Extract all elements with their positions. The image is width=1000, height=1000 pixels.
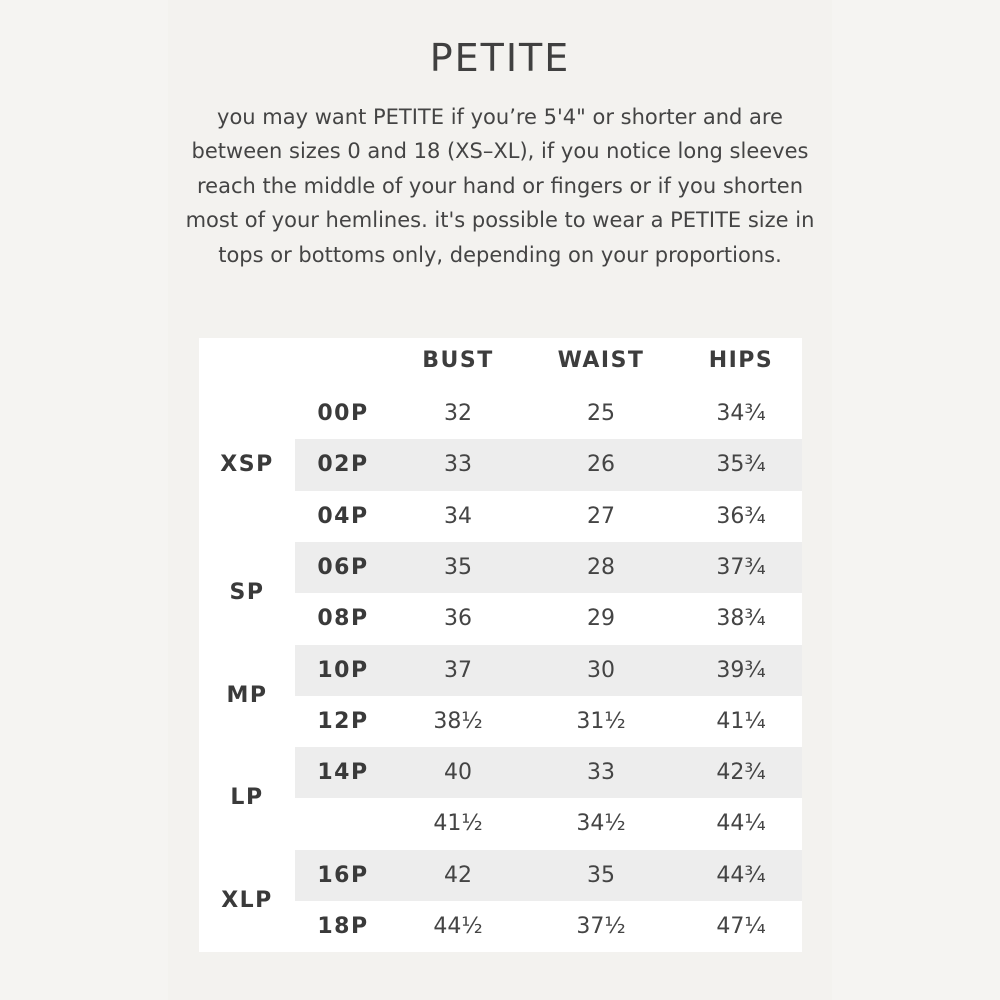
hips-cell: 41¼ bbox=[716, 708, 766, 734]
table-row bbox=[295, 491, 802, 542]
size-cell: 18P bbox=[317, 914, 369, 939]
waist-cell: 29 bbox=[587, 606, 615, 632]
table-row bbox=[295, 388, 802, 439]
page-title: PETITE bbox=[429, 36, 571, 80]
waist-cell: 30 bbox=[587, 657, 615, 683]
size-group-label: SP bbox=[229, 579, 265, 605]
waist-cell: 35 bbox=[587, 862, 615, 888]
waist-cell: 31½ bbox=[576, 708, 626, 734]
size-cell: 16P bbox=[317, 862, 369, 888]
size-cell: 04P bbox=[317, 503, 369, 529]
hips-cell: 36¾ bbox=[716, 503, 766, 529]
size-cell bbox=[295, 798, 391, 849]
hips-cell: 38¾ bbox=[716, 606, 766, 632]
size-cell: 00P bbox=[317, 401, 369, 426]
hips-cell: 42¾ bbox=[716, 760, 766, 786]
size-cell: 12P bbox=[317, 708, 369, 734]
hips-cell: 39¾ bbox=[716, 657, 766, 683]
size-chart-table bbox=[199, 338, 802, 952]
header-waist: WAIST bbox=[557, 348, 645, 373]
bust-cell: 41½ bbox=[433, 811, 483, 837]
size-group-label: MP bbox=[226, 682, 268, 708]
bust-cell: 38½ bbox=[433, 708, 483, 734]
hips-cell: 47¼ bbox=[716, 914, 766, 939]
waist-cell: 33 bbox=[587, 760, 615, 786]
size-group-label: LP bbox=[230, 785, 264, 811]
bust-cell: 44½ bbox=[433, 914, 483, 939]
size-cell: 14P bbox=[317, 760, 369, 786]
waist-cell: 27 bbox=[587, 503, 615, 529]
table-row bbox=[295, 439, 802, 490]
size-cell: 06P bbox=[317, 554, 369, 580]
bust-cell: 40 bbox=[444, 760, 472, 786]
bust-cell: 35 bbox=[444, 554, 472, 580]
table-row bbox=[295, 542, 802, 593]
size-group-label: XSP bbox=[220, 452, 274, 477]
table-row bbox=[295, 645, 802, 696]
header-bust: BUST bbox=[422, 348, 494, 373]
bust-cell: 34 bbox=[444, 503, 472, 529]
hips-cell: 44¼ bbox=[716, 811, 766, 837]
header-hips: HIPS bbox=[708, 348, 774, 373]
waist-cell: 34½ bbox=[576, 811, 626, 837]
table-row bbox=[295, 593, 802, 644]
waist-cell: 37½ bbox=[576, 914, 626, 939]
hips-cell: 34¾ bbox=[716, 401, 766, 426]
waist-cell: 26 bbox=[587, 452, 615, 478]
table-header-row bbox=[199, 338, 802, 388]
waist-cell: 28 bbox=[587, 554, 615, 580]
bust-cell: 42 bbox=[444, 862, 472, 888]
hips-cell: 37¾ bbox=[716, 554, 766, 580]
waist-cell: 25 bbox=[587, 401, 615, 426]
table-row bbox=[295, 798, 802, 849]
bust-cell: 33 bbox=[444, 452, 472, 478]
table-row bbox=[295, 747, 802, 798]
size-cell: 08P bbox=[317, 606, 369, 632]
bust-cell: 37 bbox=[444, 657, 472, 683]
size-group-label: XLP bbox=[221, 887, 273, 913]
petite-description: you may want PETITE if you’re 5'4" or shorter and are between sizes 0 and 18 (XS–XL), if you notice long sleeves reach the middle of your hand or fingers or if you shorten most of your hemlines. it's possible to wear a PETITE size in tops or bottoms only, depending on your proportions. bbox=[185, 105, 815, 267]
hips-cell: 44¾ bbox=[716, 862, 766, 888]
bust-cell: 32 bbox=[444, 401, 472, 426]
table-row bbox=[295, 850, 802, 901]
hips-cell: 35¾ bbox=[716, 452, 766, 478]
size-cell: 02P bbox=[317, 452, 369, 478]
size-cell: 10P bbox=[317, 657, 369, 683]
bust-cell: 36 bbox=[444, 606, 472, 632]
table-row bbox=[295, 901, 802, 952]
table-row bbox=[295, 696, 802, 747]
